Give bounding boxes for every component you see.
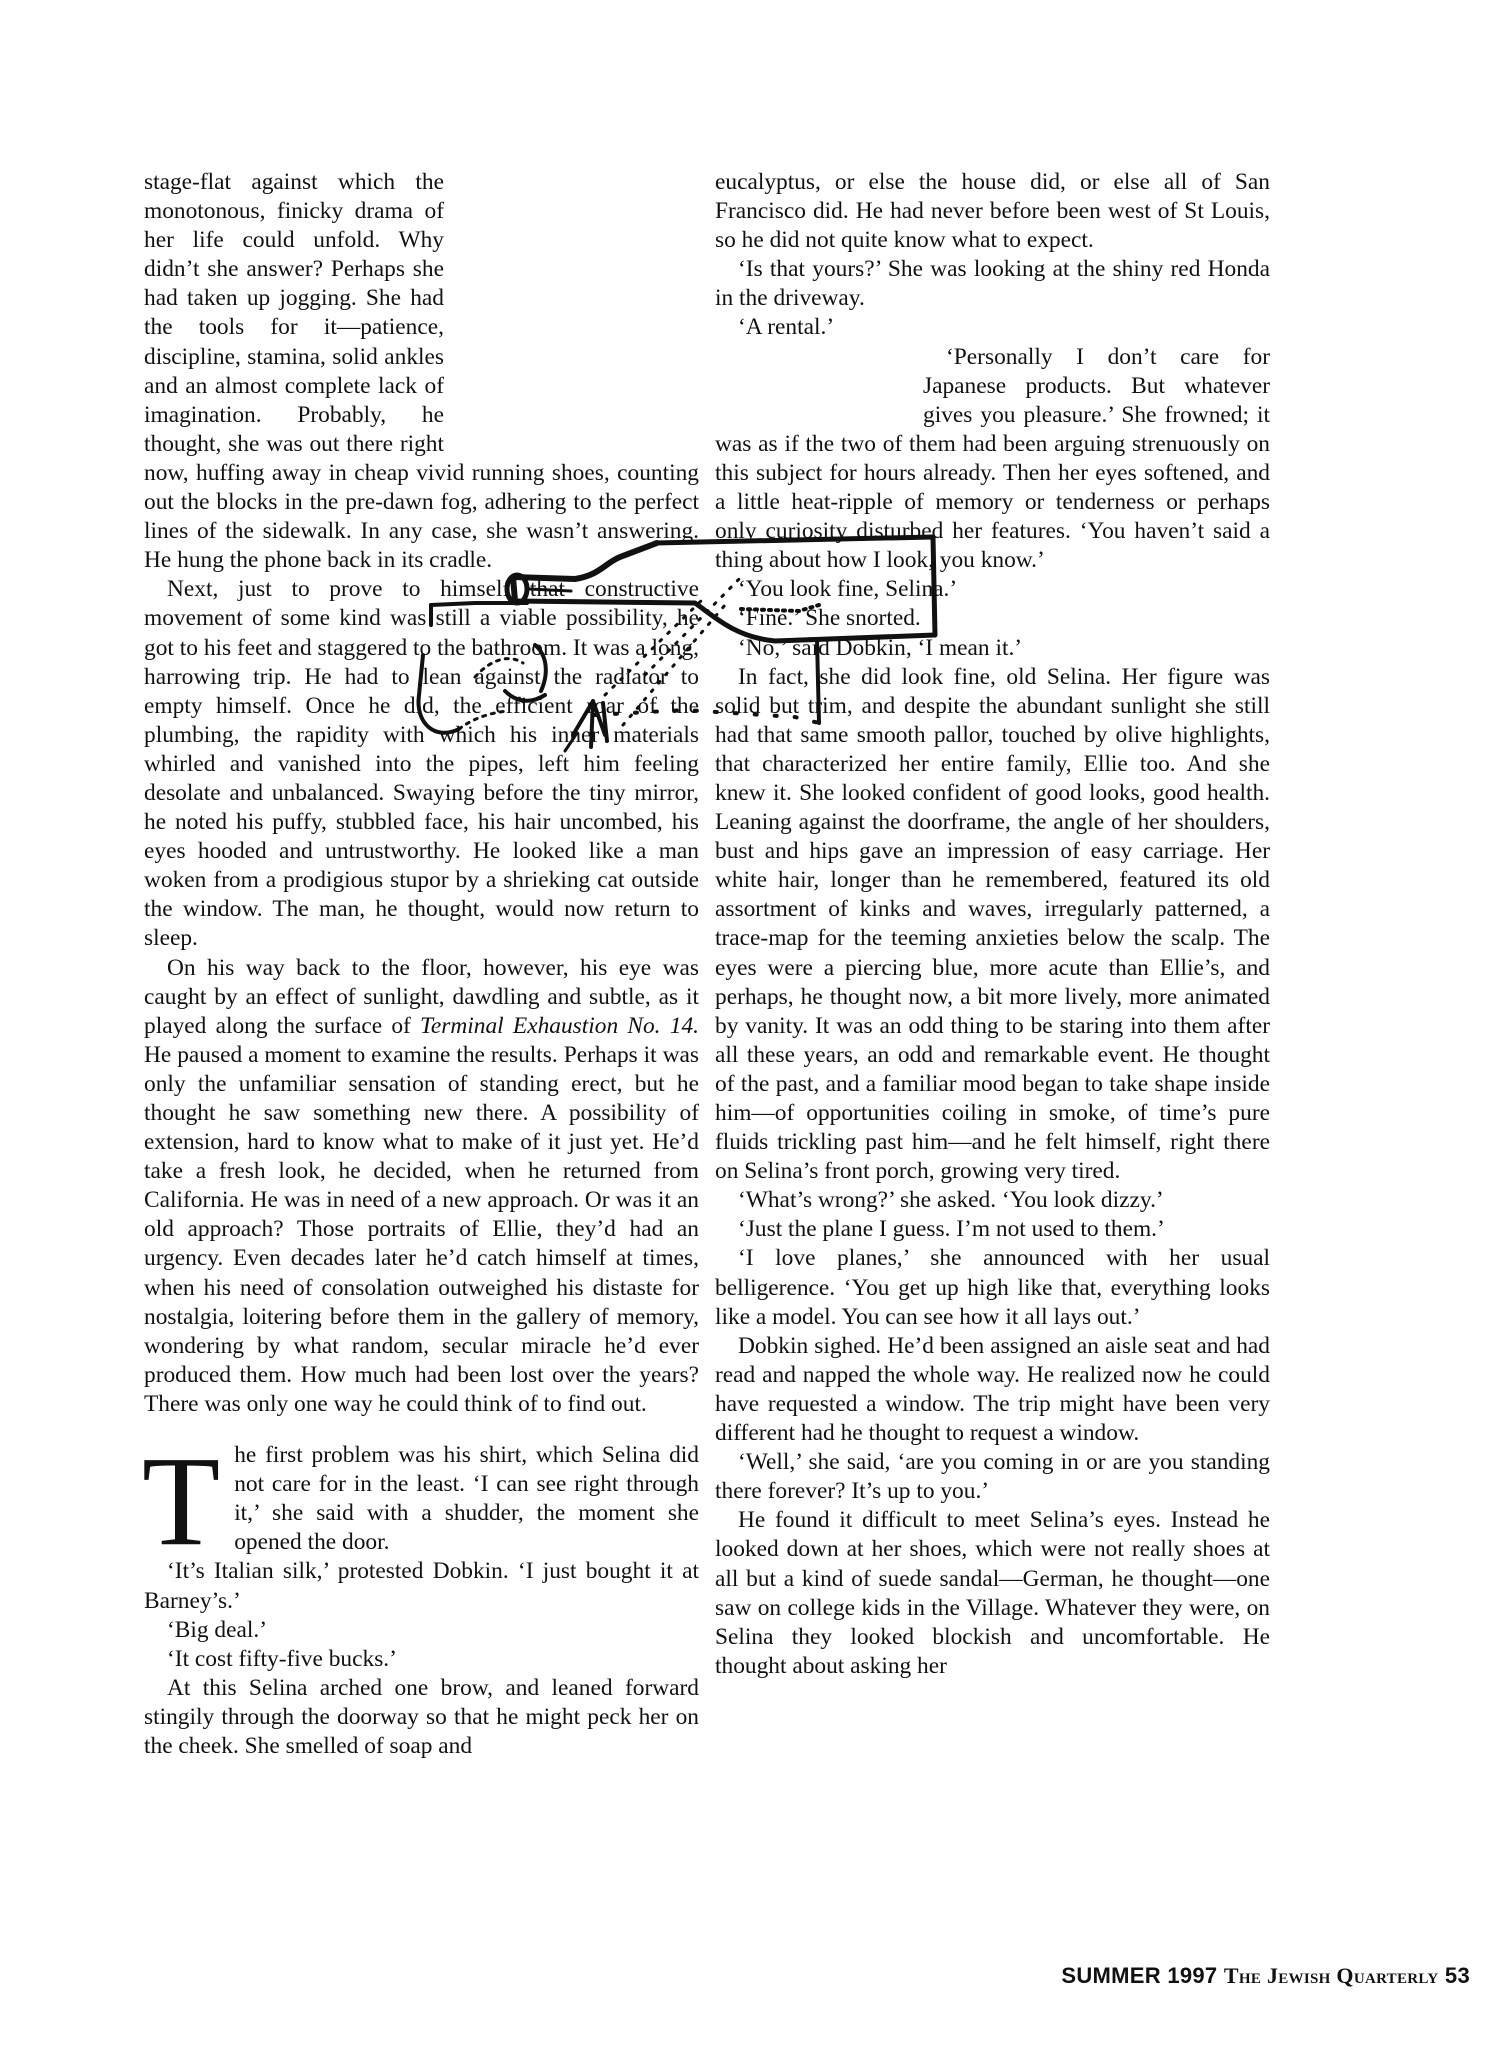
left-paragraph-1: stage-flat against which the monotonous, finicky drama of her life could unfold. Why didn’t she answer? Perhaps she had taken up jogging. She had the tools for it—patience, discipline, stamina, solid ankles and an almost complete lack of imagination. Probably, he thought, she was out there right now, huffing away in cheap vivid running shoes, counting out the blocks in the pre-dawn fog, adhering to the perfect lines of the sidewalk. In any case, she wasn’t answering. He hung the phone back in its cradle. — [144, 169, 699, 574]
right-paragraph-5: ‘You look fine, Selina.’ — [738, 576, 958, 603]
section-opening-paragraph — [142, 1430, 699, 1573]
right-paragraph-11: ‘I love planes,’ she announced with her usual belligerence. ‘You get up high like that, everything looks like a model. You can see how it all lays out.’ — [715, 1245, 1270, 1330]
left-paragraph-4: he first problem was his shirt, which Selina did not care for in the least. ‘I can see right through it,’ she said with a shudder, the moment she opened the door. — [234, 1442, 699, 1556]
right-paragraph-1: eucalyptus, or else the house did, or else all of San Francisco did. He had never before been west of St Louis, so he did not quite know what to expect. — [715, 169, 1270, 254]
left-paragraph-8: At this Selina arched one brow, and leaned forward stingily through the doorway so that he might peck her on the cheek. She smelled of soap and — [144, 1674, 699, 1759]
right-illustration-space-top — [715, 343, 923, 408]
left-paragraph-3 — [144, 954, 699, 1420]
right-paragraph-10: ‘Just the plane I guess. I’m not used to them.’ — [738, 1216, 1165, 1243]
left-paragraph-3-start: On his way back to the floor, however, his eye was caught by an effect of sunlight, dawdling and subtle, as it played along the surface of — [144, 954, 699, 1039]
right-paragraph-13: ‘Well,’ she said, ‘are you coming in or are you standing there forever? It’s up to you.’ — [715, 1449, 1270, 1505]
left-paragraph-5: ‘It’s Italian silk,’ protested Dobkin. ‘I just bought it at Barney’s.’ — [144, 1558, 699, 1614]
right-paragraph-9: ‘What’s wrong?’ she asked. ‘You look dizzy.’ — [738, 1187, 1164, 1214]
left-illustration-space — [444, 170, 699, 442]
right-paragraph-6: ‘Fine.’ She snorted. — [738, 605, 921, 632]
footer-season: SUMMER 1997 — [1061, 1963, 1218, 1988]
left-paragraph-2: Next, just to prove to himself that constructive movement of some kind was still a viable possibility, he got to his feet and staggered to the bathroom. It was a long, harrowing trip. He had to lean against the radiator to empty himself. Once he did, the efficient roar of the plumbing, the rapidity with which his inner materials whirled and vanished into the pipes, left him feeling desolate and unbalanced. Swaying before the tiny mirror, he noted his puffy, stubbled face, his hair uncombed, his eyes hooded and untrustworthy. He looked like a man woken from a prodigious stupor by a shrieking cat outside the window. The man, he thought, would now return to sleep. — [144, 576, 699, 952]
drop-cap: T — [142, 1430, 221, 1573]
left-paragraph-6: ‘Big deal.’ — [167, 1616, 268, 1643]
right-paragraph-7: ‘No,’ said Dobkin, ‘I mean it.’ — [738, 634, 1023, 661]
page-number: 53 — [1444, 1963, 1470, 1988]
left-paragraph-7: ‘It cost fifty-five bucks.’ — [167, 1645, 397, 1672]
right-paragraph-14: He found it difficult to meet Selina’s eyes. Instead he looked down at her shoes, which were not really shoes at all but a kind of suede sandal—German, he thought—one saw on college kids in the Village. Whatever they were, on Selina they looked blockish and uncomfortable. He thought about asking her — [715, 1507, 1270, 1679]
right-paragraph-8: In fact, she did look fine, old Selina. Her figure was solid but trim, and despite the abundant sunlight she still had that same smooth pallor, touched by olive highlights, that characterized her entire family, Ellie too. And she knew it. She looked confident of good looks, good health. Leaning against the doorframe, the angle of her shoulders, bust and hips gave an impression of easy carriage. Her white hair, longer than he remembered, featured its old assortment of kinks and waves, irregularly patterned, a trace-map for the teeming anxieties below the scalp. The eyes were a piercing blue, more acute than Ellie’s, and perhaps, he thought now, a bit more lively, more animated by vanity. It was an odd thing to be staring into them after all these years, an odd and remarkable event. He thought of the past, and a familiar mood began to take shape inside him—of opportunities coiling in smoke, of time’s pure fluids trickling past him—and he felt himself, right there on Selina’s front porch, growing very tired. — [715, 663, 1270, 1185]
right-paragraph-3: ‘A rental.’ — [738, 314, 835, 341]
left-paragraph-3-end: He paused a moment to examine the results. Perhaps it was only the unfamiliar sensation of standing erect, but he thought he saw something new there. A possibility of extension, hard to know what to make of it just yet. He’d take a fresh look, he decided, when he returned from California. He was in need of a new approach. Or was it an old approach? Those portraits of Ellie, they’d had an urgency. Even decades later he’d catch himself at times, when his need of consolation outweighed his distaste for nostalgia, loitering before them in the gallery of memory, wondering by what random, secular miracle he’d ever produced them. How much had been lost over the years? There was only one way he could think of to find out. — [144, 1041, 699, 1417]
footer-publication: The Jewish Quarterly — [1223, 1963, 1439, 1988]
page-footer — [1061, 1963, 1470, 1993]
right-paragraph-4: ‘Personally I don’t care for Japanese products. But whatever gives you pleasure.’ She frowned; it was as if the two of them had been arguing strenuously on this subject for hours already. Then her eyes softened, and a little heat-ripple of memory or tenderness or perhaps only curiosity disturbed her features. ‘You haven’t said a thing about how I look, you know.’ — [715, 343, 1270, 574]
right-paragraph-12: Dobkin sighed. He’d been assigned an aisle seat and had read and napped the whole way. He realized now he could have requested a window. The trip might have been very different had he thought to request a window. — [715, 1332, 1270, 1447]
right-column — [715, 168, 1270, 1681]
left-column — [144, 168, 699, 1761]
artwork-title: Terminal Exhaustion No. 14. — [420, 1012, 699, 1039]
right-paragraph-2: ‘Is that yours?’ She was looking at the shiny red Honda in the driveway. — [715, 256, 1270, 312]
